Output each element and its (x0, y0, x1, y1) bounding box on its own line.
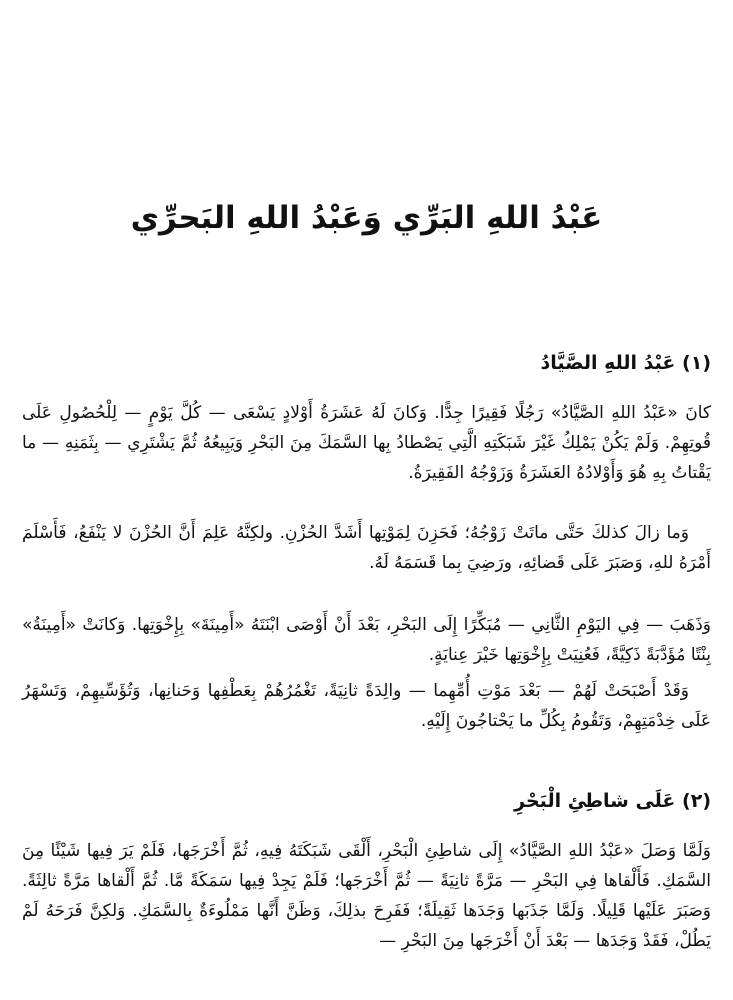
page-title: عَبْدُ اللهِ البَرِّي وَعَبْدُ اللهِ البَحرِّي (130, 200, 603, 236)
paragraph-3: وَذَهَبَ — فِي اليَوْمِ الثَّانِي — مُبَكِّرًا إِلَى البَحْرِ، بَعْدَ أَنْ أَوْصَى ابْنَتَهُ «أَمِينَةَ» بِإِخْوَتِها. وَكانَتْ «أَمِينَةُ» بِنْتًا مُؤَدَّبَةً ذَكِيَّةً، فَعُنِيَتْ بِإِخْوَتِها خَيْرَ عِنايَةٍ. (22, 615, 711, 665)
paragraph-2: وَما زالَ كذلكَ حَتَّى ماتَتْ زَوْجُهُ؛ فَحَزِنَ لِمَوْتِها أَشَدَّ الحُزْنِ. ولكِنَّهُ عَلِمَ أَنَّ الحُزْنَ لا يَنْفَعُ، فَأَسْلَمَ أَمْرَهُ للهِ، وَصَبَرَ عَلَى قَضائِهِ، ورَضِيَ بِما قَسَمَهُ لَهُ. (22, 523, 711, 573)
paragraph-4: وَقَدْ أَصْبَحَتْ لَهُمْ — بَعْدَ مَوْتِ أُمِّهِما — والِدَةً ثانِيَةً، تَغْمُرُهُمْ بِعَطْفِها وَحَنانِها، وَتُؤَسِّيهِمْ، وَتَسْهَرُ عَلَى خِدْمَتِهِمْ، وَتَقُومُ بِكُلِّ ما يَحْتاجُونَ إِلَيْهِ. (22, 681, 711, 731)
paragraph-1: كانَ «عَبْدُ اللهِ الصَّيَّادُ» رَجُلًا فَقِيرًا جِدًّا. وَكانَ لَهُ عَشَرَةُ أَوْلادٍ يَسْعَى — كُلَّ يَوْمٍ — لِلْحُصُولِ عَلَى قُوتِهِمْ. وَلَمْ يَكُنْ يَمْلِكُ غَيْرَ شَبَكَتِهِ الَّتِي يَصْطادُ بِها السَّمَكَ مِنَ البَحْرِ وَيَبِيعُهُ ثُمَّ يَشْتَرِي — بِثَمَنِهِ — ما يَقْتاتُ بِهِ هُوَ وَأَوْلادُهُ العَشَرَةُ وَزَوْجُهُ الفَقِيرَةُ. (22, 403, 711, 483)
section-heading-1: (١) عَبْدُ اللهِ الصَّيَّادُ (540, 352, 711, 374)
section-heading-2: (٢) عَلَى شاطِئِ الْبَحْرِ (514, 790, 711, 812)
document-page (22, 0, 711, 1000)
paragraph-5: وَلَمَّا وَصَلَ «عَبْدُ اللهِ الصَّيَّادُ» إِلَى شاطِئِ الْبَحْرِ، أَلْقَى شَبَكَتَهُ فِيهِ، ثُمَّ أَخْرَجَها، فَلَمْ يَرَ فِيها شَيْئًا مِنَ السَّمَكِ. فَأَلْقاها فِي البَحْرِ — مَرَّةً ثانِيَةً — ثُمَّ أَخْرَجَها؛ فَلَمْ يَجِدْ فِيها سَمَكَةً مَّا. ثُمَّ أَلْقاها مَرَّةً ثالِثَةً. وَصَبَرَ عَلَيْها قَلِيلًا. وَلَمَّا جَذَبَها وَجَدَها ثَقِيلَةً؛ فَفَرِحَ بذلِكَ، وَظَنَّ أَنَّها مَمْلُوءَةٌ بِالسَّمَكِ. وَلكِنَّ فَرَحَهُ لَمْ يَطُلْ، فَقَدْ وَجَدَها — بَعْدَ أَنْ أَخْرَجَها مِنَ البَحْرِ — (22, 841, 711, 951)
